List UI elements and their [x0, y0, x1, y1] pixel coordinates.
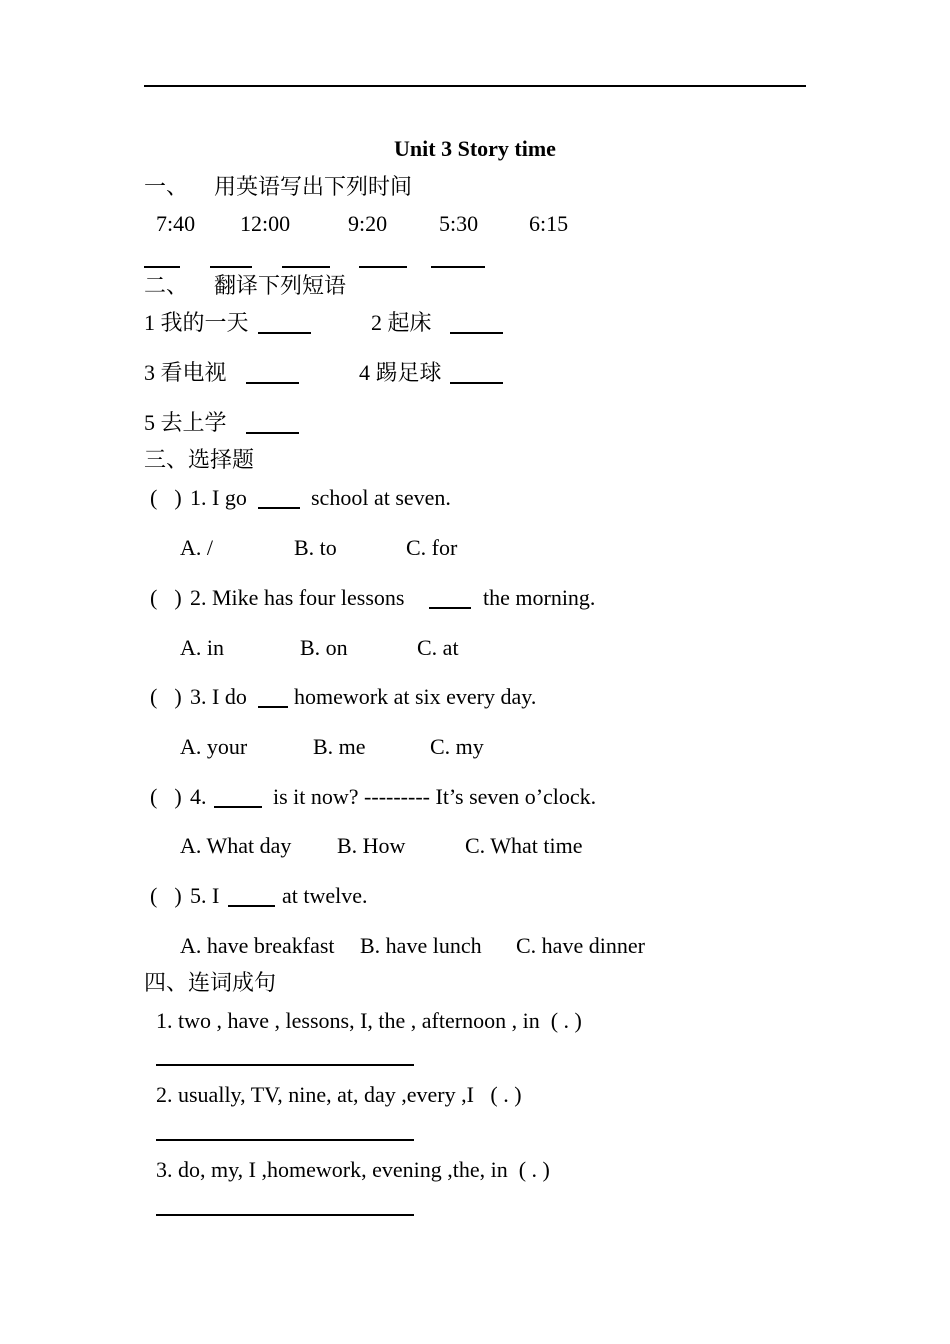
phrase-item: 4 踢足球	[359, 360, 442, 385]
option-b[interactable]: B. to	[294, 535, 337, 560]
sentence-item: 1. two , have , lessons, I, the , afternoon , in ( . )	[156, 1008, 582, 1033]
time-item: 5:30	[439, 211, 479, 236]
question-text-pre: 4.	[190, 784, 207, 809]
question-text-post: is it now? --------- It’s seven o’clock.	[273, 784, 597, 809]
sentence-item: 3. do, my, I ,homework, evening ,the, in ( . )	[156, 1157, 550, 1182]
option-b[interactable]: B. have lunch	[360, 933, 482, 958]
option-b[interactable]: B. How	[337, 833, 406, 858]
answer-blank[interactable]	[450, 332, 503, 334]
section1-heading-text: 用英语写出下列时间	[214, 174, 413, 199]
option-c[interactable]: C. my	[430, 734, 484, 759]
question-text-post: at twelve.	[282, 883, 368, 908]
question-text-pre: 3. I do	[190, 684, 247, 709]
answer-line[interactable]	[156, 1139, 414, 1141]
answer-blank[interactable]	[214, 806, 262, 808]
answer-blank[interactable]	[258, 507, 300, 509]
time-item: 12:00	[240, 211, 291, 236]
answer-paren[interactable]: ( )	[150, 784, 181, 809]
time-item: 6:15	[529, 211, 569, 236]
answer-paren[interactable]: ( )	[150, 883, 181, 908]
answer-blank[interactable]	[359, 266, 407, 268]
answer-blank[interactable]	[144, 266, 180, 268]
answer-line[interactable]	[156, 1064, 414, 1066]
phrase-item: 3 看电视	[144, 360, 227, 385]
answer-blank[interactable]	[450, 382, 503, 384]
question-text-post: the morning.	[483, 585, 596, 610]
answer-blank[interactable]	[258, 332, 311, 334]
question-text-pre: 5. I	[190, 883, 220, 908]
time-item: 9:20	[348, 211, 388, 236]
answer-blank[interactable]	[282, 266, 330, 268]
option-a[interactable]: A. have breakfast	[180, 933, 335, 958]
option-c[interactable]: C. for	[406, 535, 458, 560]
answer-blank[interactable]	[258, 706, 288, 708]
option-a[interactable]: A. What day	[180, 833, 292, 858]
phrase-item: 5 去上学	[144, 410, 227, 435]
question-text-pre: 2. Mike has four lessons	[190, 585, 405, 610]
section3-heading: 三、选择题	[144, 447, 255, 472]
answer-paren[interactable]: ( )	[150, 485, 181, 510]
answer-blank[interactable]	[246, 432, 299, 434]
option-b[interactable]: B. me	[313, 734, 366, 759]
section2-heading-text: 翻译下列短语	[214, 273, 347, 298]
answer-blank[interactable]	[429, 607, 471, 609]
option-a[interactable]: A. your	[180, 734, 248, 759]
option-c[interactable]: C. have dinner	[516, 933, 645, 958]
page-title: Unit 3 Story time	[394, 136, 556, 161]
sentence-item: 2. usually, TV, nine, at, day ,every ,I ( . )	[156, 1082, 522, 1107]
question-text-post: homework at six every day.	[294, 684, 537, 709]
header-rule	[144, 85, 806, 87]
answer-blank[interactable]	[246, 382, 299, 384]
answer-line[interactable]	[156, 1214, 414, 1216]
answer-blank[interactable]	[431, 266, 485, 268]
option-a[interactable]: A. /	[180, 535, 213, 560]
phrase-item: 1 我的一天	[144, 310, 249, 335]
section2-heading-num: 二、	[144, 273, 189, 298]
option-b[interactable]: B. on	[300, 635, 348, 660]
answer-paren[interactable]: ( )	[150, 585, 181, 610]
answer-blank[interactable]	[210, 266, 252, 268]
option-a[interactable]: A. in	[180, 635, 224, 660]
answer-blank[interactable]	[228, 905, 275, 907]
question-text-post: school at seven.	[311, 485, 451, 510]
question-text-pre: 1. I go	[190, 485, 247, 510]
section1-heading-num: 一、	[144, 174, 189, 199]
section4-heading: 四、连词成句	[144, 970, 277, 995]
answer-paren[interactable]: ( )	[150, 684, 181, 709]
option-c[interactable]: C. at	[417, 635, 459, 660]
phrase-item: 2 起床	[371, 310, 432, 335]
time-item: 7:40	[156, 211, 196, 236]
option-c[interactable]: C. What time	[465, 833, 583, 858]
